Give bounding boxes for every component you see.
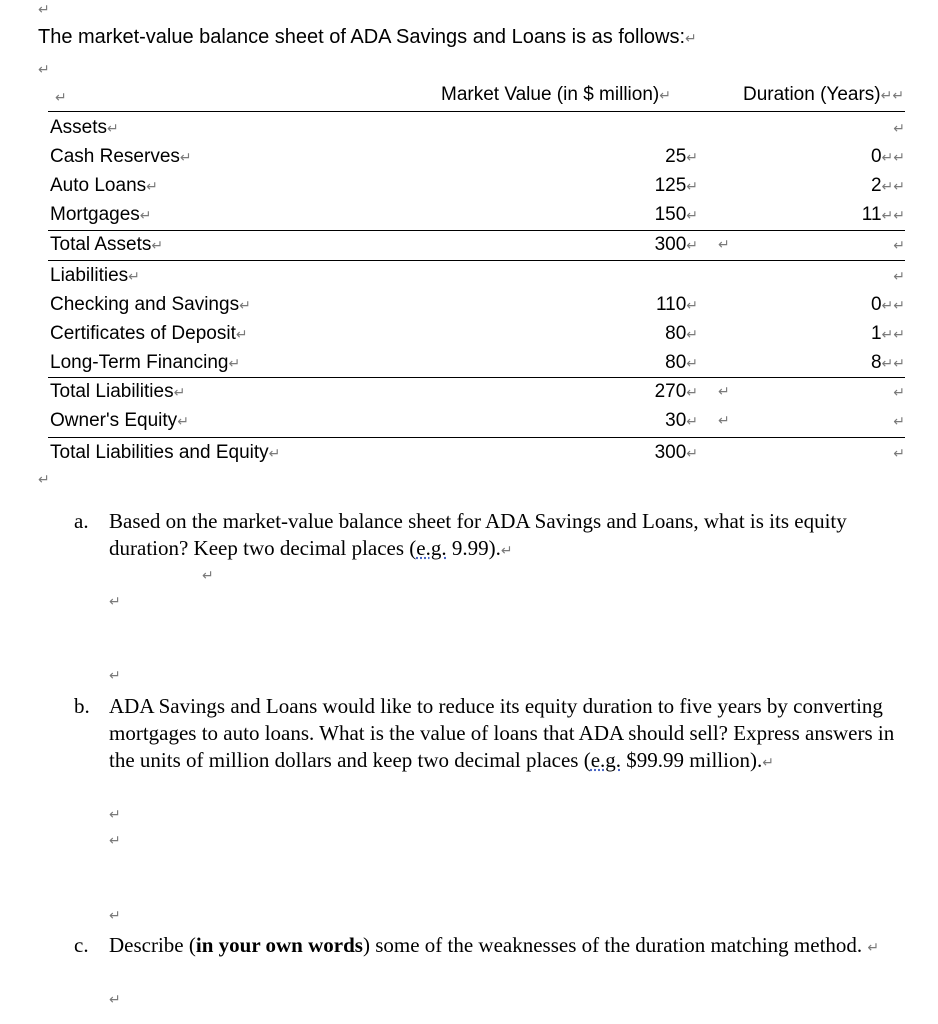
row-value: 150↵ bbox=[654, 204, 698, 225]
table-rule bbox=[48, 111, 905, 112]
row-label: Checking and Savings↵ bbox=[50, 294, 251, 315]
paragraph-mark: ↵ bbox=[109, 908, 121, 924]
paragraph-mark: ↵ bbox=[38, 62, 50, 78]
paragraph-mark: ↵ bbox=[880, 88, 893, 104]
row-value: 80↵ bbox=[665, 323, 698, 344]
row-value: 30↵ bbox=[665, 410, 698, 431]
paragraph-mark: ↵ bbox=[38, 472, 50, 488]
table-row bbox=[48, 173, 905, 201]
row-label: Total Liabilities and Equity↵ bbox=[50, 442, 281, 463]
row-duration: ↵ bbox=[893, 238, 905, 254]
row-label: Mortgages↵ bbox=[50, 204, 152, 225]
question-text: ADA Savings and Loans would like to reduce its equity duration to five years by converting mortgages to auto loans. What is the value of loans that ADA should sell? Express answers in the units of million dollars and keep two decimal places (e.g. $99.99 million).↵ bbox=[109, 694, 895, 772]
row-label: Assets↵ bbox=[50, 117, 119, 138]
table-row bbox=[48, 350, 905, 378]
question-text: Describe (in your own words) some of the weaknesses of the duration matching method. ↵ bbox=[109, 933, 880, 957]
table-rule bbox=[48, 437, 905, 438]
question-letter: b. bbox=[74, 694, 90, 718]
row-value: 300↵ bbox=[654, 234, 698, 255]
table-row bbox=[48, 292, 905, 320]
paragraph-mark: ↵ bbox=[109, 992, 121, 1008]
paragraph-mark: ↵ bbox=[38, 2, 50, 18]
row-value: 25↵ bbox=[665, 146, 698, 167]
table-rule bbox=[48, 377, 905, 378]
paragraph-mark: ↵ bbox=[685, 31, 697, 47]
paragraph-mark: ↵ bbox=[55, 90, 67, 106]
row-duration: ↵ bbox=[893, 446, 905, 462]
paragraph-mark: ↵ bbox=[202, 568, 214, 584]
row-value: 300↵ bbox=[654, 442, 698, 463]
row-label: Certificates of Deposit↵ bbox=[50, 323, 248, 344]
paragraph-mark: ↵ bbox=[892, 88, 905, 104]
row-duration: 0↵↵ bbox=[870, 146, 905, 167]
paragraph-mark: ↵ bbox=[109, 833, 121, 849]
row-duration: 0↵↵ bbox=[870, 294, 905, 315]
row-label: Liabilities↵ bbox=[50, 265, 140, 286]
table-row bbox=[48, 232, 905, 260]
paragraph-mark: ↵ bbox=[109, 594, 121, 610]
table-row bbox=[48, 144, 905, 172]
table-row bbox=[48, 202, 905, 230]
row-duration: 1↵↵ bbox=[870, 323, 905, 344]
column-header-duration bbox=[743, 84, 904, 106]
paragraph-mark: ↵ bbox=[718, 237, 730, 253]
row-value: 270↵ bbox=[654, 381, 698, 402]
question-text: Based on the market-value balance sheet for ADA Savings and Loans, what is its equity duration? Keep two decimal places (e.g. 9.99).↵ bbox=[109, 509, 847, 560]
column-header-label: Duration (Years) bbox=[743, 84, 881, 105]
question-letter: a. bbox=[74, 509, 89, 533]
row-duration: ↵ bbox=[893, 121, 905, 137]
row-duration: 11↵↵ bbox=[861, 204, 905, 225]
table-row bbox=[48, 321, 905, 349]
table-row bbox=[48, 263, 905, 291]
table-row bbox=[48, 440, 905, 468]
row-label: Owner's Equity↵ bbox=[50, 410, 189, 431]
row-duration: 2↵↵ bbox=[870, 175, 905, 196]
intro-text bbox=[38, 26, 697, 49]
row-duration: ↵ bbox=[893, 385, 905, 401]
paragraph-mark: ↵ bbox=[109, 807, 121, 823]
table-row bbox=[48, 408, 905, 436]
row-label: Long-Term Financing↵ bbox=[50, 352, 241, 373]
column-header-label: Market Value (in $ million) bbox=[441, 84, 660, 105]
row-value: 125↵ bbox=[654, 175, 698, 196]
table-row bbox=[48, 379, 905, 407]
column-header-market-value bbox=[441, 84, 671, 106]
table-row bbox=[48, 115, 905, 143]
row-duration: ↵ bbox=[893, 414, 905, 430]
intro-sentence: The market-value balance sheet of ADA Savings and Loans is as follows: bbox=[38, 26, 686, 48]
paragraph-mark: ↵ bbox=[718, 384, 730, 400]
table-rule bbox=[48, 230, 905, 231]
question-letter: c. bbox=[74, 933, 89, 957]
table-rule bbox=[48, 260, 905, 261]
row-duration: ↵ bbox=[893, 269, 905, 285]
paragraph-mark: ↵ bbox=[718, 413, 730, 429]
row-label: Cash Reserves↵ bbox=[50, 146, 192, 167]
row-label: Total Assets↵ bbox=[50, 234, 164, 255]
row-label: Auto Loans↵ bbox=[50, 175, 158, 196]
paragraph-mark: ↵ bbox=[109, 668, 121, 684]
row-value: 110↵ bbox=[655, 294, 698, 315]
row-duration: 8↵↵ bbox=[870, 352, 905, 373]
paragraph-mark: ↵ bbox=[659, 88, 671, 104]
row-value: 80↵ bbox=[665, 352, 698, 373]
row-label: Total Liabilities↵ bbox=[50, 381, 186, 402]
